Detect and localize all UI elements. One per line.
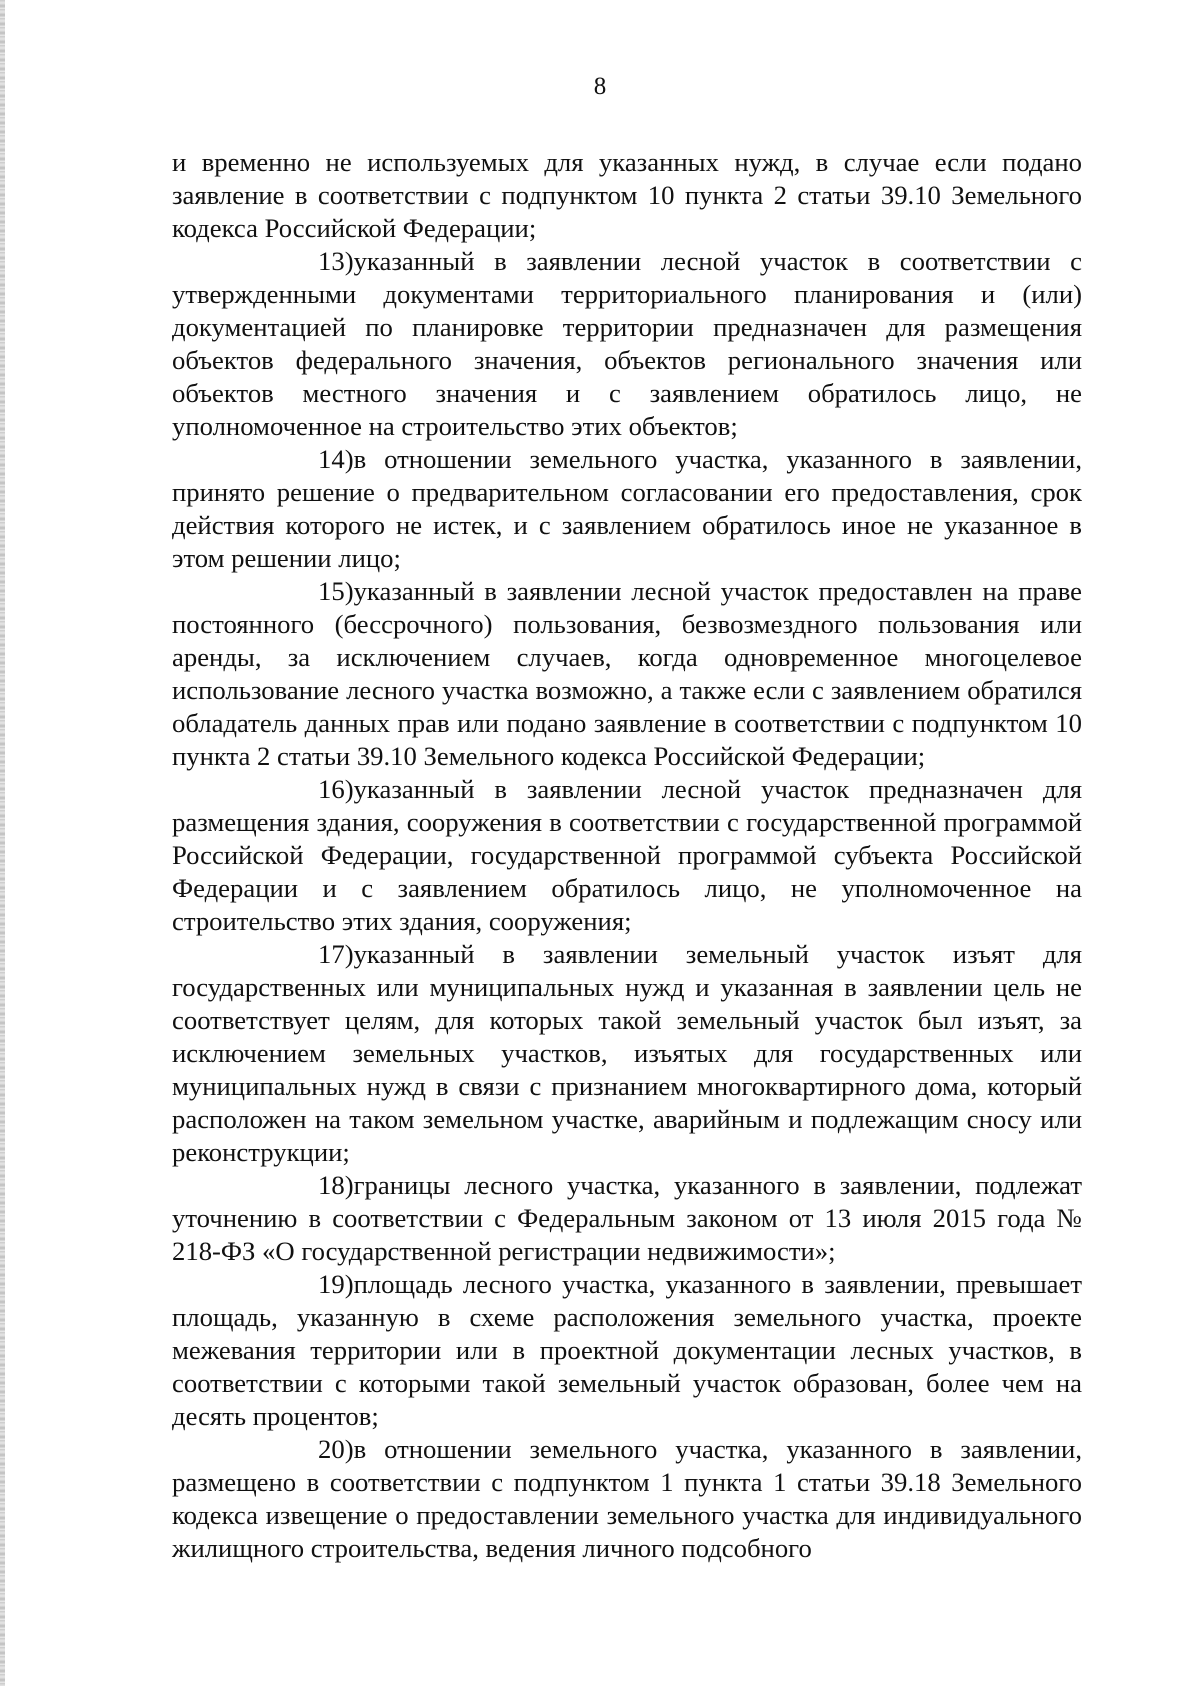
paragraph-text: в отношении земельного участка, указанного в заявлении, принято решение о предварительном согласовании его предоставления, срок действия которого не истек, и с заявлением обратилось иное не указанное в этом решении лицо;: [172, 444, 1082, 573]
list-item-19: [172, 1268, 1082, 1433]
item-number: 18): [318, 1170, 354, 1200]
list-item-15: [172, 575, 1082, 773]
paragraph-text: указанный в заявлении лесной участок предоставлен на праве постоянного (бессрочного) пользования, безвозмездного пользования или аренды, за исключением случаев, когда одновременное многоцелевое использование лесного участка возможно, а также если с заявлением обратился обладатель данных прав или подано заявление в соответствии с подпунктом 10 пункта 2 статьи 39.10 Земельного кодекса Российской Федерации;: [172, 576, 1082, 771]
paragraph-text: и временно не используемых для указанных нужд, в случае если подано заявление в соответствии с подпунктом 10 пункта 2 статьи 39.10 Земельного кодекса Российской Федерации;: [172, 147, 1082, 243]
list-item-16: [172, 773, 1082, 938]
paragraph-text: в отношении земельного участка, указанного в заявлении, размещено в соответствии с подпунктом 1 пункта 1 статьи 39.18 Земельного кодекса извещение о предоставлении земельного участка для индивидуального жилищного строительства, ведения личного подсобного: [172, 1434, 1082, 1563]
item-number: 19): [318, 1269, 354, 1299]
paragraph-text: границы лесного участка, указанного в заявлении, подлежат уточнению в соответствии с Федеральным законом от 13 июля 2015 года № 218-ФЗ «О государственной регистрации недвижимости»;: [172, 1170, 1082, 1266]
paragraph-continuation: [172, 146, 1082, 245]
list-item-13: [172, 245, 1082, 443]
item-number: 16): [318, 774, 354, 804]
list-item-20: [172, 1433, 1082, 1565]
paragraph-text: указанный в заявлении земельный участок изъят для государственных или муниципальных нужд и указанная в заявлении цель не соответствует целям, для которых такой земельный участок был изъят, за исключением земельных участков, изъятых для государственных или муниципальных нужд в связи с признанием многоквартирного дома, который расположен на таком земельном участке, аварийным и подлежащим сносу или реконструкции;: [172, 939, 1082, 1167]
item-number: 13): [318, 246, 354, 276]
paragraph-text: указанный в заявлении лесной участок предназначен для размещения здания, сооружения в соответствии с государственной программой Российской Федерации, государственной программой субъекта Российской Федерации и с заявлением обратилось лицо, не уполномоченное на строительство этих здания, сооружения;: [172, 774, 1082, 936]
item-number: 15): [318, 576, 354, 606]
scan-edge-artifact: [0, 0, 5, 1686]
document-body: [172, 146, 1082, 1565]
item-number: 17): [318, 939, 354, 969]
list-item-14: [172, 443, 1082, 575]
item-number: 14): [318, 444, 354, 474]
list-item-17: [172, 938, 1082, 1169]
item-number: 20): [318, 1434, 354, 1464]
page-number: 8: [593, 73, 607, 100]
paragraph-text: площадь лесного участка, указанного в заявлении, превышает площадь, указанную в схеме расположения земельного участка, проекте межевания территории или в проектной документации лесных участков, в соответствии с которыми такой земельный участок образован, более чем на десять процентов;: [172, 1269, 1082, 1431]
paragraph-text: указанный в заявлении лесной участок в соответствии с утвержденными документами территориального планирования и (или) документацией по планировке территории предназначен для размещения объектов федерального значения, объектов регионального значения или объектов местного значения и с заявлением обратилось лицо, не уполномоченное на строительство этих объектов;: [172, 246, 1082, 441]
list-item-18: [172, 1169, 1082, 1268]
